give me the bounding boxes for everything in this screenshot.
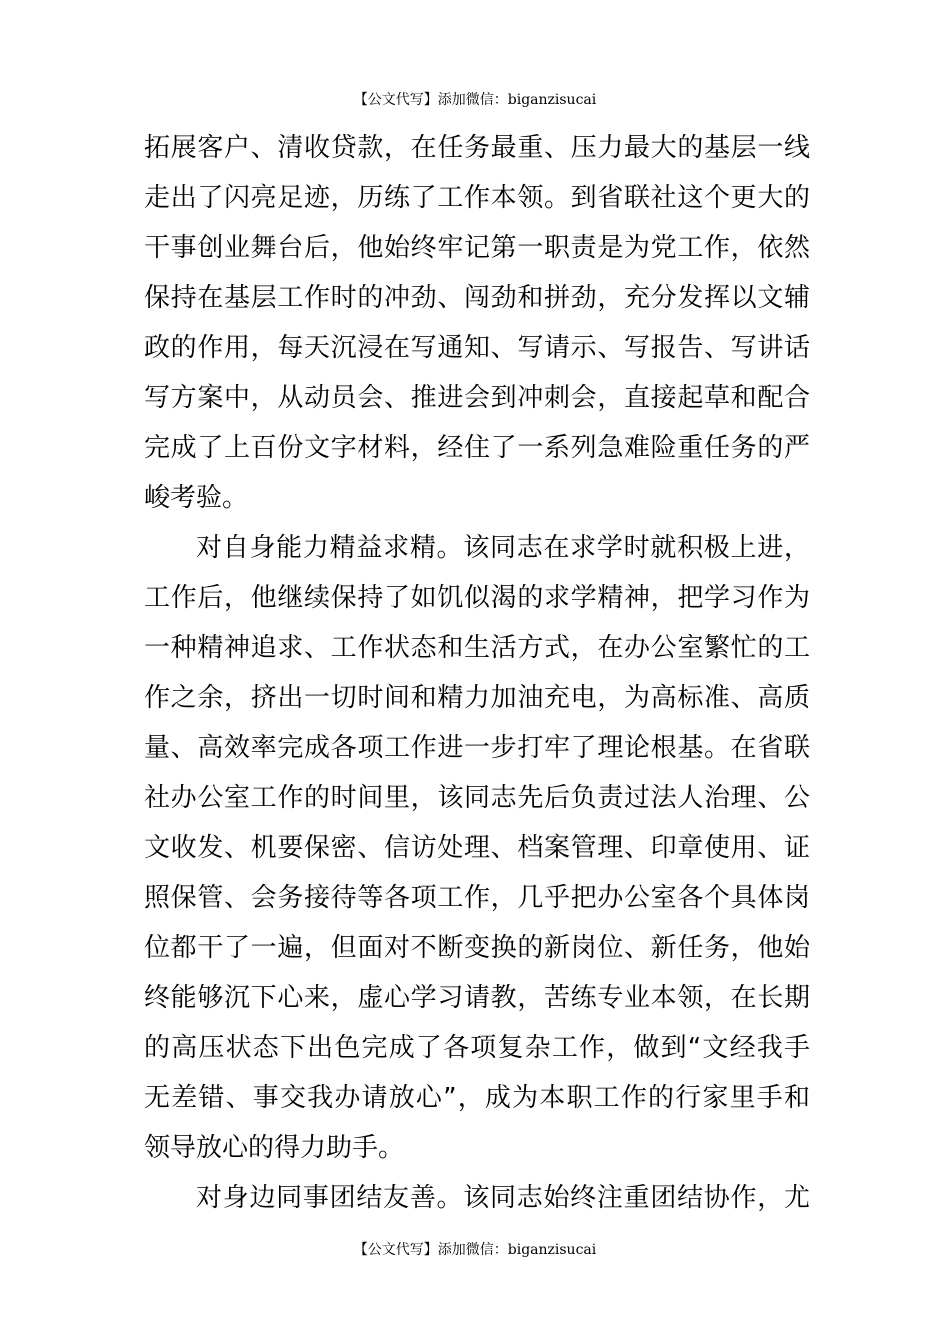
text-line: 保持在基层工作时的冲劲、闯劲和拼劲，充分发挥以文辅 <box>144 283 810 313</box>
text-line: 社办公室工作的时间里，该同志先后负责过法人治理、公 <box>144 783 810 813</box>
paragraph-first-line: 对自身能力精益求精。该同志在求学时就积极上进， <box>196 533 810 563</box>
paragraph-first-line: 对身边同事团结友善。该同志始终注重团结协作，尤 <box>196 1183 810 1213</box>
text-line: 一种精神追求、工作状态和生活方式，在办公室繁忙的工 <box>144 633 810 663</box>
text-line: 政的作用，每天沉浸在写通知、写请示、写报告、写讲话 <box>144 333 810 363</box>
text-line: 作之余，挤出一切时间和精力加油充电，为高标准、高质 <box>144 683 810 713</box>
text-line: 位都干了一遍，但面对不断变换的新岗位、新任务，他始 <box>144 933 810 963</box>
text-line: 峻考验。 <box>144 483 249 513</box>
text-line: 写方案中，从动员会、推进会到冲刺会，直接起草和配合 <box>144 383 810 413</box>
text-line: 拓展客户、清收贷款，在任务最重、压力最大的基层一线 <box>144 133 810 163</box>
text-line: 终能够沉下心来，虚心学习请教，苦练专业本领，在长期 <box>144 983 810 1013</box>
body-text <box>144 123 810 1223</box>
text-line: 无差错、事交我办请放心”，成为本职工作的行家里手和 <box>144 1083 810 1113</box>
text-line: 量、高效率完成各项工作进一步打牢了理论根基。在省联 <box>144 733 810 763</box>
text-line: 干事创业舞台后，他始终牢记第一职责是为党工作，依然 <box>144 233 810 263</box>
text-line: 照保管、会务接待等各项工作，几乎把办公室各个具体岗 <box>144 883 810 913</box>
text-line: 的高压状态下出色完成了各项复杂工作，做到“文经我手 <box>144 1033 810 1063</box>
text-line: 走出了闪亮足迹，历练了工作本领。到省联社这个更大的 <box>144 183 810 213</box>
text-line: 工作后，他继续保持了如饥似渴的求学精神，把学习作为 <box>144 583 810 613</box>
page-header: 【公文代写】添加微信：biganzisucai <box>353 92 597 108</box>
text-line: 文收发、机要保密、信访处理、档案管理、印章使用、证 <box>144 833 810 863</box>
text-line: 完成了上百份文字材料，经住了一系列急难险重任务的严 <box>144 433 810 463</box>
text-line: 领导放心的得力助手。 <box>144 1133 405 1163</box>
page-footer: 【公文代写】添加微信：biganzisucai <box>353 1242 597 1258</box>
